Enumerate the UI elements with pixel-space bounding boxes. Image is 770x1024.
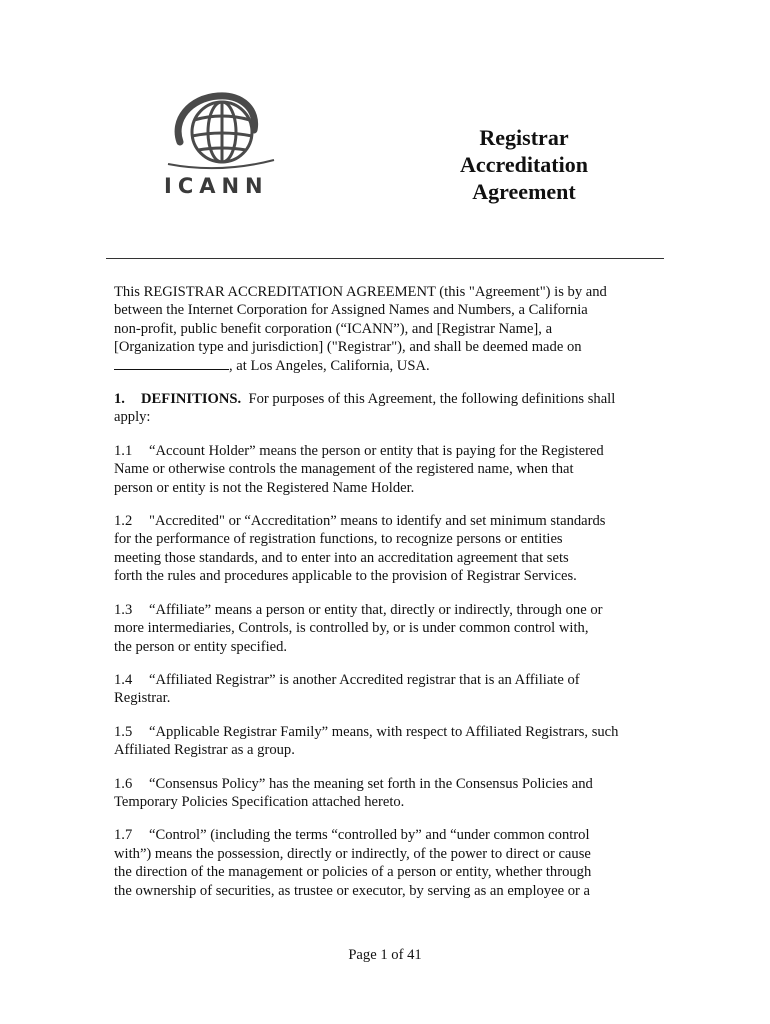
text-line	[114, 671, 664, 689]
text-line: [Organization type and jurisdiction] ("Registrar"), and shall be deemed made on	[114, 339, 582, 356]
section-number: 1.	[114, 391, 125, 408]
date-blank	[114, 357, 229, 370]
definition-text: “Applicable Registrar Family” means, with respect to Affiliated Registrars, such	[149, 723, 619, 740]
intro-paragraph	[114, 283, 664, 375]
text-line: Affiliated Registrar as a group.	[114, 742, 295, 759]
text-line	[114, 357, 664, 375]
logo-wordmark: ICANN	[164, 174, 269, 198]
text-line	[114, 723, 664, 741]
title-line: Agreement	[472, 179, 576, 204]
definition-text: "Accredited" or “Accreditation” means to identify and set minimum standards	[149, 513, 606, 530]
text-line: meeting those standards, and to enter into an accreditation agreement that sets	[114, 549, 569, 566]
definition-number: 1.4	[114, 671, 133, 688]
definition-item	[114, 723, 664, 760]
header-divider	[106, 258, 664, 259]
icann-logo	[150, 90, 290, 210]
globe-icon	[150, 90, 290, 180]
text-line: Name or otherwise controls the management of the registered name, when that	[114, 461, 574, 478]
definition-item	[114, 775, 664, 812]
definition-number: 1.6	[114, 775, 133, 792]
definition-item	[114, 442, 664, 497]
document-body	[114, 283, 664, 915]
text-line: more intermediaries, Controls, is controlled by, or is under common control with,	[114, 620, 589, 637]
definition-text: “Account Holder” means the person or entity that is paying for the Registered	[149, 442, 604, 459]
definition-text: “Affiliate” means a person or entity that, directly or indirectly, through one or	[149, 601, 603, 618]
intro-location: , at Los Angeles, California, USA.	[229, 357, 430, 374]
definition-number: 1.2	[114, 513, 133, 530]
text-line: the person or entity specified.	[114, 638, 288, 655]
text-line: Registrar.	[114, 690, 171, 707]
text-line: between the Internet Corporation for Assigned Names and Numbers, a California	[114, 302, 588, 319]
text-line: non-profit, public benefit corporation (“ICANN”), and [Registrar Name], a	[114, 320, 553, 337]
title-line: Accreditation	[460, 152, 588, 177]
text-line	[114, 512, 664, 530]
text-line: forth the rules and procedures applicable to the provision of Registrar Services.	[114, 568, 577, 585]
text-line	[114, 442, 664, 460]
page-number: Page 1 of 41	[348, 947, 422, 963]
text-line: for the performance of registration functions, to recognize persons or entities	[114, 531, 563, 548]
text-line: the direction of the management or policies of a person or entity, whether through	[114, 864, 592, 881]
text-line: person or entity is not the Registered Name Holder.	[114, 479, 415, 496]
definition-item	[114, 601, 664, 656]
text-line: This REGISTRAR ACCREDITATION AGREEMENT (this "Agreement") is by and	[114, 284, 607, 300]
definition-number: 1.7	[114, 827, 133, 844]
definition-number: 1.5	[114, 723, 133, 740]
section-heading: DEFINITIONS.	[141, 391, 242, 408]
text-line: Temporary Policies Specification attached hereto.	[114, 793, 405, 810]
text-line	[114, 601, 664, 619]
section-intro: For purposes of this Agreement, the following definitions shall	[241, 391, 616, 408]
definition-number: 1.1	[114, 442, 133, 459]
text-line: the ownership of securities, as trustee or executor, by serving as an employee or a	[114, 882, 590, 899]
text-line	[114, 826, 664, 844]
definition-text: “Control” (including the terms “controlled by” and “under common control	[149, 827, 590, 844]
definition-text: “Affiliated Registrar” is another Accredited registrar that is an Affiliate of	[149, 671, 580, 688]
definitions-list	[114, 442, 664, 900]
title-line: Registrar	[479, 125, 569, 150]
text-line: apply:	[114, 409, 151, 426]
document-title	[440, 124, 608, 205]
definition-item	[114, 671, 664, 708]
definition-number: 1.3	[114, 601, 133, 618]
text-line	[114, 390, 664, 408]
text-line: with”) means the possession, directly or indirectly, of the power to direct or cause	[114, 845, 591, 862]
text-line	[114, 775, 664, 793]
definition-text: “Consensus Policy” has the meaning set forth in the Consensus Policies and	[149, 775, 593, 792]
section-definitions	[114, 390, 664, 427]
definition-item	[114, 512, 664, 586]
definition-item	[114, 826, 664, 900]
